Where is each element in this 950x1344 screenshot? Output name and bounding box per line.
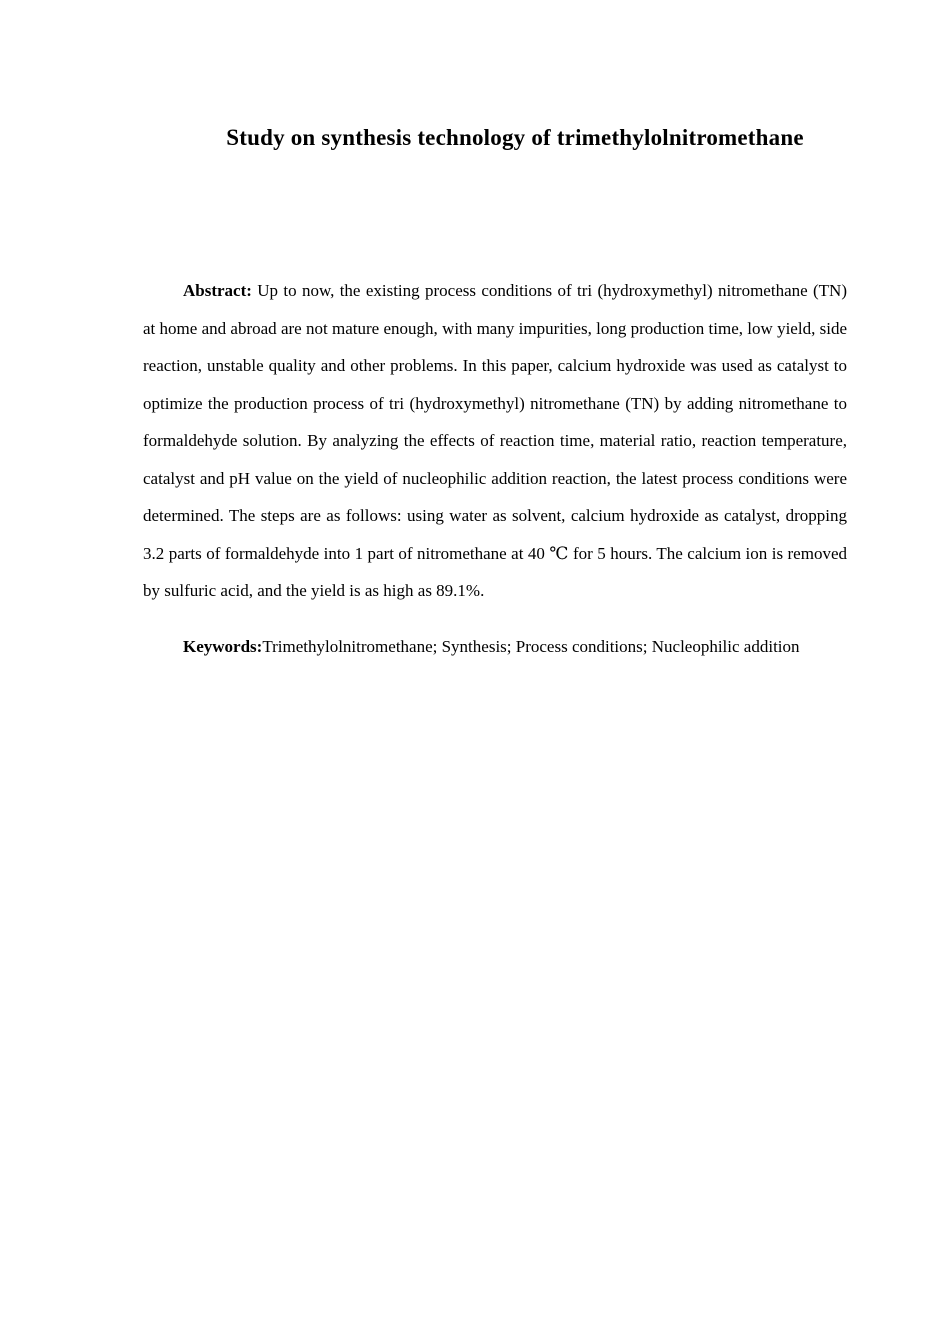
paper-title: Study on synthesis technology of trimethylolnitromethane [226,125,804,150]
keywords-label: Keywords: [183,636,263,656]
abstract-label: Abstract: [183,281,252,300]
keywords-text: Trimethylolnitromethane; Synthesis; Process conditions; Nucleophilic addition [262,636,800,656]
abstract-text: Up to now, the existing process conditions of tri (hydroxymethyl) nitromethane (TN) at home and abroad are not mature enough, with many impurities, long production time, low yield, side reaction, unstable quality and other problems. In this paper, calcium hydroxide was used as catalyst to optimize the production process of tri (hydroxymethyl) nitromethane (TN) by adding nitromethane to formaldehyde solution. By analyzing the effects of reaction time, material ratio, reaction temperature, catalyst and pH value on the yield of nucleophilic addition reaction, the latest process conditions were determined. The steps are as follows: using water as solvent, calcium hydroxide as catalyst, dropping 3.2 parts of formaldehyde into 1 part of nitromethane at 40 ℃ for 5 hours. The calcium ion is removed by sulfuric acid, and the yield is as high as 89.1%. [143,281,847,600]
page-content [143,0,847,665]
abstract-paragraph [143,272,847,610]
keywords-paragraph [143,628,847,666]
